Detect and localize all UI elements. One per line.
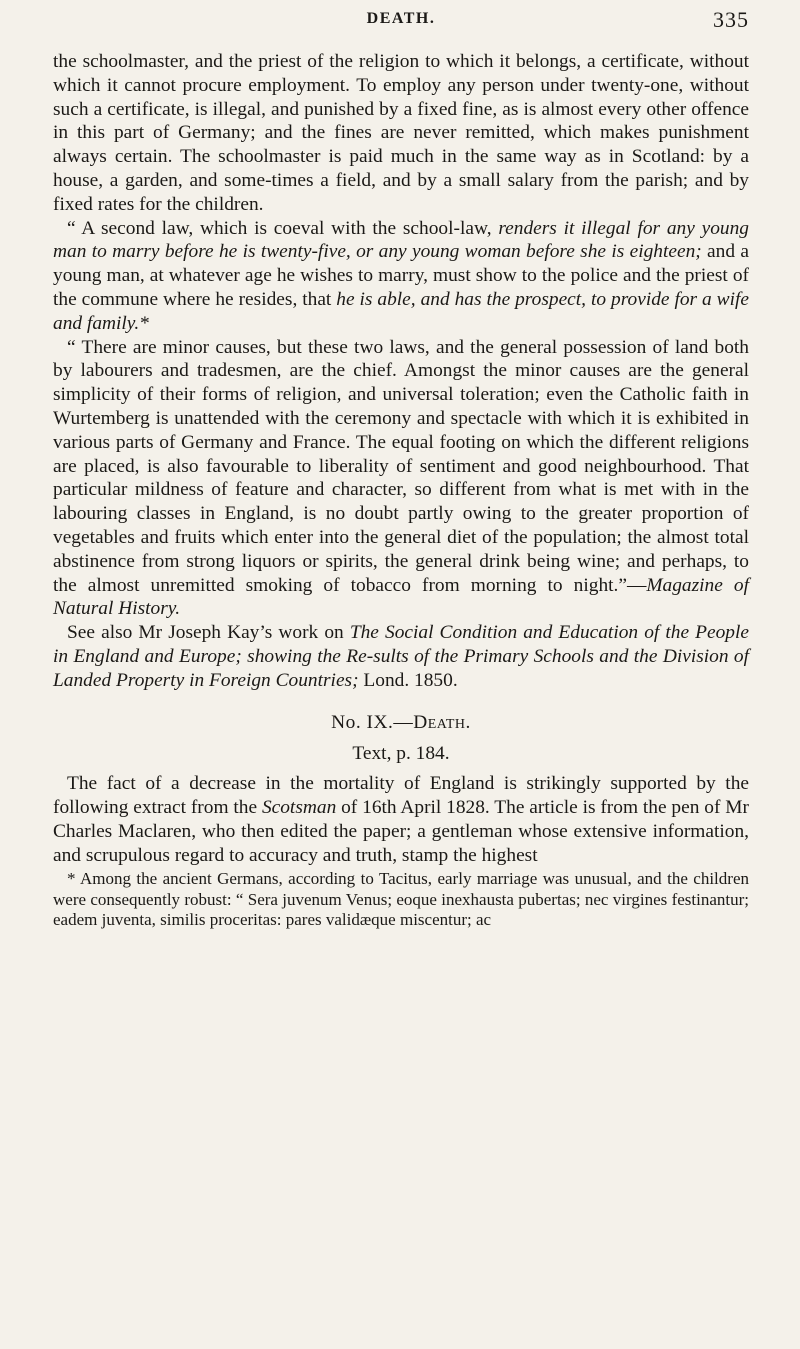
- see-also-text-start: See also Mr Joseph Kay’s work on: [67, 622, 350, 644]
- paragraph-schoolmaster: the schoolmaster, and the priest of the religion to which it belongs, a certificate, without which it cannot procure employment. To employ any person under twenty-one, without such a certificate, is illegal, and punished by a fixed fine, as is almost every other offence in this part of Germany; and the fines are never remitted, which makes punishment always certain. The schoolmaster is paid much in the same way as in Scotland: by a house, a garden, and some-times a field, and by a small salary from the parish; and by fixed rates for the children.: [53, 51, 749, 215]
- see-also-text-end: Lond. 1850.: [358, 669, 458, 691]
- section-heading: [53, 711, 749, 735]
- body-text: [53, 50, 749, 931]
- second-law-text-start: “ A second law, which is coeval with the school-law,: [67, 217, 499, 239]
- paragraph-see-also: [53, 621, 749, 692]
- section-number: No. IX.—: [331, 711, 414, 733]
- running-title: DEATH.: [366, 10, 436, 27]
- minor-causes-text: “ There are minor causes, but these two laws, and the general possession of land both by labourers and tradesmen, are the chief. Amongst the minor causes are the general simplicity of their forms of religion, and universal toleration; even the Catholic faith in Wurtemberg is unattended with the ceremony and spectacle with which it is exhibited in various parts of Germany and France. The equal footing on which the different religions are placed, is also favourable to liberality of sentiment and good neighbourhood. That particular mildness of feature and character, so different from what is met with in the labouring classes in England, is no doubt partly owing to the greater proportion of vegetables and fruits which enter into the general diet of the population; the almost total abstinence from strong liquors or spirits, the general drink being wine; and perhaps, to the almost unremitted smoking of tobacco from morning to night.”—: [53, 336, 749, 596]
- paragraph-minor-causes: [53, 336, 749, 622]
- second-law-italic-provide: he is able, and has the prospect, to provide for a wife and family.*: [53, 288, 749, 334]
- mortality-text-start: The fact of a decrease in the mortality of England is strikingly supported by the following extract from the: [53, 773, 749, 818]
- second-law-text-middle: and a young man, at whatever age he wishes to marry, must show to the police and the priest of the commune where he resides, that: [53, 241, 749, 310]
- kay-work-title: The Social Condition and Education of the People in England and Europe; showing the Re-sults of the Primary Schools and the Division of Landed Property in Foreign Countries;: [53, 622, 749, 691]
- second-law-italic-marriage-age: renders it illegal for any young man to marry before he is twenty-five, or any young woman before she is eighteen;: [53, 217, 749, 263]
- mortality-text-end: of 16th April 1828. The article is from the pen of Mr Charles Maclaren, who then edited the paper; a gentleman whose extensive information, and scrupulous regard to accuracy and truth, stamp the highest: [53, 796, 749, 866]
- section-title: Death.: [413, 711, 471, 733]
- paragraph-second-law: [53, 217, 749, 336]
- page-number: 335: [713, 7, 749, 32]
- text-reference: Text, p. 184.: [352, 743, 450, 765]
- paragraph-mortality: [53, 772, 749, 867]
- running-head: [53, 0, 749, 50]
- scotsman-citation: Scotsman: [261, 796, 337, 818]
- footnote: * Among the ancient Germans, according to Tacitus, early marriage was unusual, and the children were consequently robust: “ Sera juvenum Venus; eoque inexhausta pubertas; nec virgines festinantur; eadem juventa, similis proceritas: pares validæque miscentur; ac: [53, 869, 749, 930]
- magazine-citation: Magazine of Natural History.: [53, 574, 749, 620]
